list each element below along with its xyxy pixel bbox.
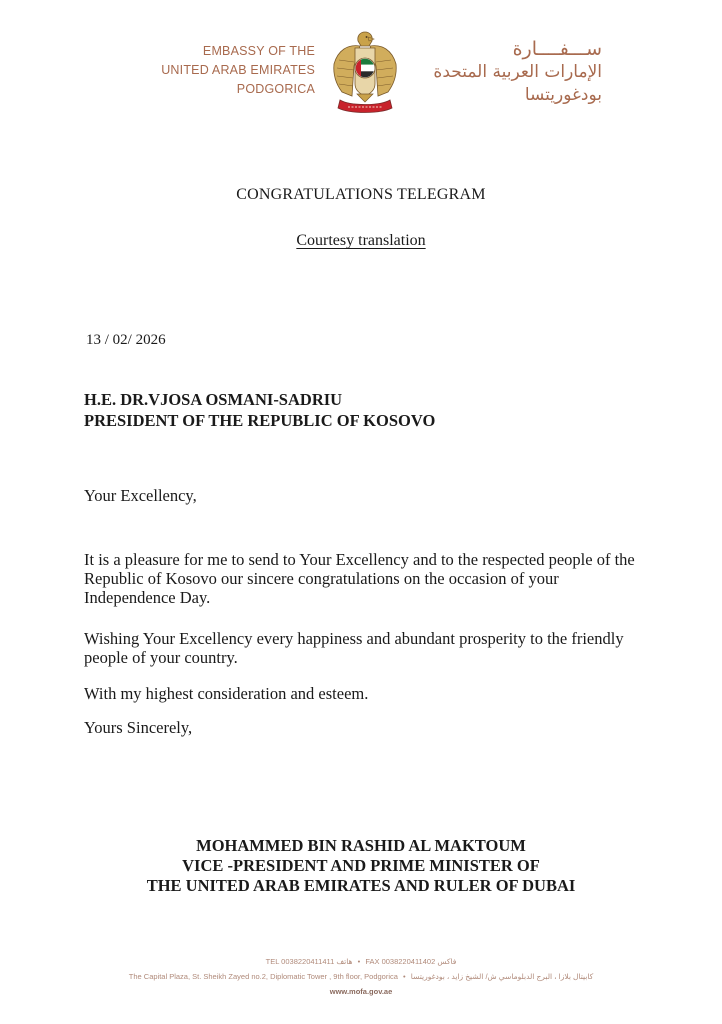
footer-fax-ar: فاكس xyxy=(437,957,457,966)
letterhead-line: ســـفــــارة xyxy=(512,38,602,60)
addressee-line: H.E. DR.VJOSA OSMANI-SADRIU xyxy=(84,390,343,409)
letterhead-line: الإمارات العربية المتحدة xyxy=(433,62,602,82)
footer-tel: TEL 0038220411411 xyxy=(265,957,335,966)
signature-block xyxy=(0,836,722,896)
addressee-line: PRESIDENT OF THE REPUBLIC OF KOSOVO xyxy=(84,411,436,430)
letterhead-line: PODGORICA xyxy=(236,82,315,96)
footer-contact xyxy=(0,954,722,969)
footer-tel-ar: هاتف xyxy=(336,957,353,966)
letterhead-english xyxy=(150,42,315,99)
salutation: Your Excellency, xyxy=(84,486,197,505)
document-date: 13 / 02/ 2026 xyxy=(86,332,166,348)
document-subtitle xyxy=(0,232,722,250)
signature-line: THE UNITED ARAB EMIRATES AND RULER OF DUBAI xyxy=(146,876,576,895)
footer xyxy=(0,954,722,999)
bullet-separator-icon: • xyxy=(403,972,406,981)
body-paragraph: Wishing Your Excellency every happiness and abundant prosperity to the friendly people of your country. xyxy=(84,629,624,667)
footer-address: The Capital Plaza, St. Sheikh Zayed no.2, Diplomatic Tower , 9th floor, Podgorica xyxy=(128,972,398,981)
footer-address-line xyxy=(0,969,722,984)
footer-fax: FAX 0038220411402 xyxy=(365,957,436,966)
signature-line: VICE -PRESIDENT AND PRIME MINISTER OF xyxy=(182,856,540,875)
letterhead-arabic xyxy=(402,38,602,106)
footer-address-ar: كابيتال بلازا ، البرج الدبلوماسي ش/ الشيخ زايد ، بودغوريتسا xyxy=(410,972,594,981)
letterhead-line: بودغوريتسا xyxy=(524,85,602,105)
document-title: CONGRATULATIONS TELEGRAM xyxy=(236,186,486,203)
signature-line: MOHAMMED BIN RASHID AL MAKTOUM xyxy=(196,836,526,855)
body-paragraph: It is a pleasure for me to send to Your Excellency and to the respected people of the Republic of Kosovo our sincere congratulations on the occasion of your Independence Day. xyxy=(84,550,635,607)
bullet-separator-icon: • xyxy=(357,957,361,966)
closing: Yours Sincerely, xyxy=(84,718,193,737)
footer-website: www.mofa.gov.ae xyxy=(329,987,393,996)
body-paragraph: With my highest consideration and esteem. xyxy=(84,684,369,703)
letterhead-line: EMBASSY OF THE xyxy=(202,44,315,58)
subtitle-text: Courtesy translation xyxy=(296,232,426,249)
addressee-block xyxy=(84,389,435,431)
letterhead-line: UNITED ARAB EMIRATES xyxy=(161,63,315,77)
uae-eagle-crest-icon xyxy=(330,26,400,114)
